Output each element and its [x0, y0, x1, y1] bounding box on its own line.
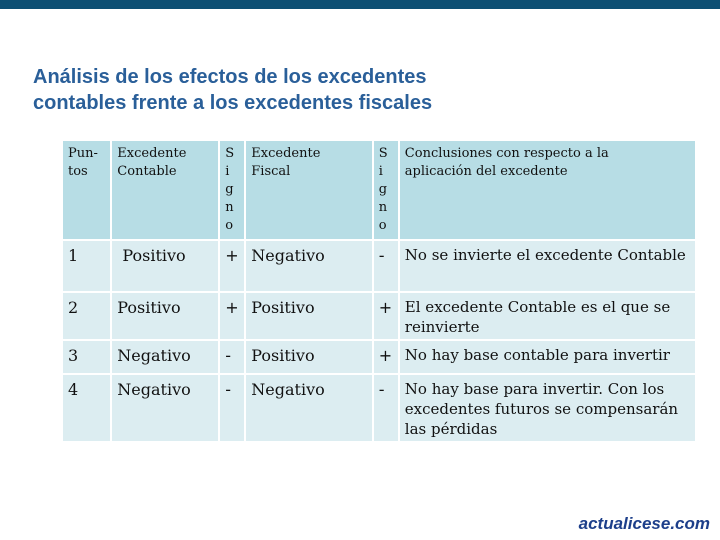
- cell-signo-1: -: [220, 341, 244, 373]
- cell-signo-2: -: [374, 375, 398, 441]
- header-contable-label: Excedente Contable: [117, 146, 187, 179]
- cell-signo-2: +: [374, 293, 398, 339]
- cell-punto: 4: [63, 375, 110, 441]
- top-bar: [0, 0, 720, 9]
- table-header-row: [63, 141, 695, 239]
- cell-signo-1: +: [220, 293, 244, 339]
- cell-conclusion-text: No se invierte el excedente Contable: [404, 246, 686, 264]
- header-excedente-contable: [112, 141, 218, 239]
- slide-title: [33, 64, 693, 116]
- header-signo-1: [220, 141, 244, 239]
- cell-contable-text: Positivo: [117, 246, 186, 265]
- cell-signo-1: +: [220, 241, 244, 291]
- cell-conclusion-text: El excedente Contable es el que se reinvierte: [404, 298, 671, 336]
- table-row: [63, 293, 695, 339]
- table-row: [63, 375, 695, 441]
- header-conclusiones-label: Conclusiones con respecto a la aplicación del excedente: [404, 146, 609, 179]
- cell-punto: 2: [63, 293, 110, 339]
- table-row: [63, 341, 695, 373]
- title-line-1: Análisis de los efectos de los excedentes: [33, 66, 427, 88]
- cell-conclusion: [400, 293, 695, 339]
- header-signo-1-label: S i g n o: [225, 146, 235, 233]
- header-conclusiones: [400, 141, 695, 239]
- title-line-2: contables frente a los excedentes fiscales: [33, 92, 433, 114]
- table-row: [63, 241, 695, 291]
- cell-fiscal: Positivo: [246, 341, 371, 373]
- cell-fiscal: Positivo: [246, 293, 371, 339]
- cell-punto: 3: [63, 341, 110, 373]
- cell-signo-2: +: [374, 341, 398, 373]
- cell-punto: 1: [63, 241, 110, 291]
- cell-conclusion: [400, 241, 695, 291]
- cell-signo-2: -: [374, 241, 398, 291]
- cell-contable: [112, 241, 218, 291]
- brand-logo-text[interactable]: actualicese.com: [578, 514, 710, 533]
- cell-conclusion-text: No hay base contable para invertir: [404, 346, 670, 364]
- header-puntos-label: Pun- tos: [68, 146, 98, 179]
- header-excedente-fiscal: [246, 141, 371, 239]
- cell-conclusion: [400, 375, 695, 441]
- cell-signo-1: -: [220, 375, 244, 441]
- cell-contable: Negativo: [112, 375, 218, 441]
- cell-conclusion: [400, 341, 695, 373]
- header-signo-2-label: S i g n o: [378, 146, 388, 233]
- cell-fiscal: Negativo: [246, 241, 371, 291]
- cell-contable: Negativo: [112, 341, 218, 373]
- cell-fiscal: Negativo: [246, 375, 371, 441]
- header-puntos: [63, 141, 110, 239]
- cell-conclusion-text: No hay base para invertir. Con los excedentes futuros se compensarán las pérdidas: [404, 380, 679, 438]
- header-signo-2: [374, 141, 398, 239]
- cell-contable: Positivo: [112, 293, 218, 339]
- header-fiscal-label: Excedente Fiscal: [251, 146, 321, 179]
- analysis-table: [61, 139, 697, 443]
